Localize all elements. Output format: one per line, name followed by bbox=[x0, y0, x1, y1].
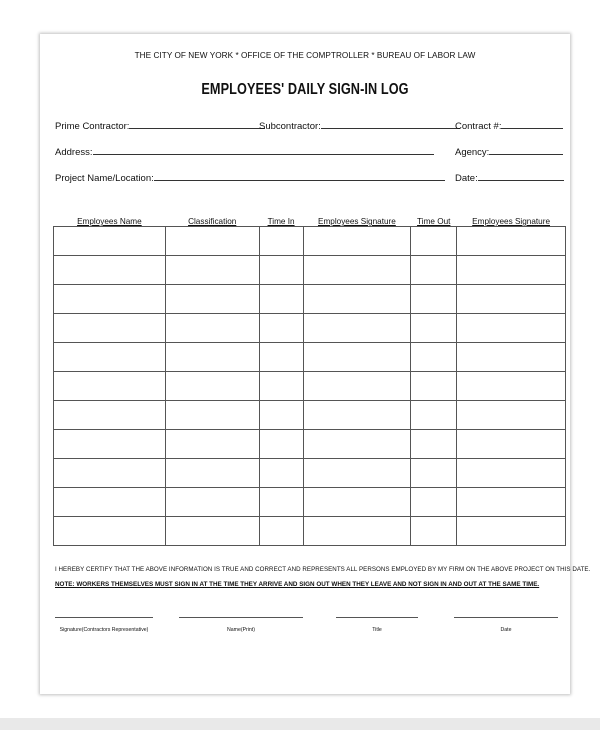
table-row bbox=[54, 401, 566, 430]
table-cell[interactable] bbox=[165, 401, 259, 430]
table-cell[interactable] bbox=[457, 227, 566, 256]
title-caption: Title bbox=[372, 627, 382, 633]
table-cell[interactable] bbox=[54, 314, 166, 343]
table-cell[interactable] bbox=[54, 459, 166, 488]
table-cell[interactable] bbox=[54, 256, 166, 285]
table-cell[interactable] bbox=[165, 430, 259, 459]
project-label: Project Name/Location: bbox=[55, 173, 154, 184]
table-cell[interactable] bbox=[411, 459, 457, 488]
table-cell[interactable] bbox=[303, 459, 411, 488]
table-cell[interactable] bbox=[303, 285, 411, 314]
date-field[interactable] bbox=[455, 172, 564, 184]
title-line[interactable] bbox=[336, 617, 418, 618]
table-row bbox=[54, 343, 566, 372]
table-cell[interactable] bbox=[303, 372, 411, 401]
table-cell[interactable] bbox=[411, 488, 457, 517]
table-cell[interactable] bbox=[303, 314, 411, 343]
name-line[interactable] bbox=[179, 617, 303, 618]
table-cell[interactable] bbox=[165, 488, 259, 517]
table-cell[interactable] bbox=[457, 372, 566, 401]
date-caption: Date bbox=[500, 627, 512, 633]
signature-line[interactable] bbox=[55, 617, 153, 618]
col-header-classification: Classification bbox=[188, 217, 237, 226]
table-cell[interactable] bbox=[54, 517, 166, 546]
subcontractor-field[interactable] bbox=[259, 120, 460, 132]
table-cell[interactable] bbox=[54, 488, 166, 517]
date-sign-line[interactable] bbox=[454, 617, 558, 618]
prime-contractor-label: Prime Contractor: bbox=[55, 121, 130, 132]
table-cell[interactable] bbox=[165, 285, 259, 314]
table-cell[interactable] bbox=[303, 401, 411, 430]
subcontractor-line[interactable] bbox=[321, 120, 460, 129]
table-cell[interactable] bbox=[259, 227, 303, 256]
table-cell[interactable] bbox=[303, 430, 411, 459]
table-cell[interactable] bbox=[165, 459, 259, 488]
form-title: EMPLOYEES' DAILY SIGN-IN LOG bbox=[201, 81, 409, 98]
table-cell[interactable] bbox=[457, 459, 566, 488]
table-cell[interactable] bbox=[259, 285, 303, 314]
table-cell[interactable] bbox=[54, 372, 166, 401]
table-cell[interactable] bbox=[457, 488, 566, 517]
table-cell[interactable] bbox=[303, 517, 411, 546]
table-cell[interactable] bbox=[457, 401, 566, 430]
agency-field[interactable] bbox=[455, 146, 563, 158]
table-cell[interactable] bbox=[303, 227, 411, 256]
table-cell[interactable] bbox=[411, 256, 457, 285]
table-cell[interactable] bbox=[457, 256, 566, 285]
col-header-signature-out: Employees Signature bbox=[472, 217, 550, 226]
project-field[interactable] bbox=[55, 172, 445, 184]
table-cell[interactable] bbox=[259, 256, 303, 285]
table-cell[interactable] bbox=[259, 517, 303, 546]
certification-text: I HEREBY CERTIFY THAT THE ABOVE INFORMATION IS TRUE AND CORRECT AND REPRESENTS ALL PERSONS EMPLOYED BY MY FIRM ON THE ABOVE PROJECT ON THIS DATE. bbox=[55, 566, 591, 573]
table-row bbox=[54, 488, 566, 517]
agency-label: Agency: bbox=[455, 147, 490, 158]
table-cell[interactable] bbox=[165, 343, 259, 372]
table-cell[interactable] bbox=[457, 314, 566, 343]
table-body bbox=[54, 227, 566, 546]
table-cell[interactable] bbox=[303, 488, 411, 517]
table-cell[interactable] bbox=[259, 488, 303, 517]
table-cell[interactable] bbox=[165, 314, 259, 343]
contract-number-line[interactable] bbox=[501, 120, 563, 129]
table-cell[interactable] bbox=[259, 314, 303, 343]
table-cell[interactable] bbox=[259, 430, 303, 459]
table-cell[interactable] bbox=[165, 227, 259, 256]
contract-number-label: Contract #: bbox=[455, 121, 502, 132]
address-field[interactable] bbox=[55, 146, 434, 158]
table-row bbox=[54, 517, 566, 546]
table-cell[interactable] bbox=[54, 285, 166, 314]
table-row bbox=[54, 459, 566, 488]
date-label: Date: bbox=[455, 173, 478, 184]
table-cell[interactable] bbox=[411, 285, 457, 314]
table-cell[interactable] bbox=[54, 227, 166, 256]
table-cell[interactable] bbox=[165, 372, 259, 401]
table-cell[interactable] bbox=[411, 517, 457, 546]
table-row bbox=[54, 227, 566, 256]
col-header-employee-name: Employees Name bbox=[77, 217, 142, 226]
col-header-signature-in: Employees Signature bbox=[317, 217, 396, 226]
table-cell[interactable] bbox=[457, 517, 566, 546]
table-cell[interactable] bbox=[457, 430, 566, 459]
table-cell[interactable] bbox=[54, 343, 166, 372]
table-cell[interactable] bbox=[165, 256, 259, 285]
sign-in-table bbox=[53, 215, 566, 546]
col-header-time-out: Time Out bbox=[417, 217, 451, 226]
table-row bbox=[54, 372, 566, 401]
agency-line[interactable] bbox=[489, 146, 563, 155]
table-cell[interactable] bbox=[411, 343, 457, 372]
agency-header: THE CITY OF NEW YORK * OFFICE OF THE COMPTROLLER * BUREAU OF LABOR LAW bbox=[134, 51, 476, 60]
table-cell[interactable] bbox=[457, 343, 566, 372]
prime-contractor-line[interactable] bbox=[129, 120, 265, 129]
project-line[interactable] bbox=[154, 172, 445, 181]
table-cell[interactable] bbox=[303, 343, 411, 372]
table-cell[interactable] bbox=[411, 227, 457, 256]
table-header-row bbox=[54, 215, 566, 227]
table-cell[interactable] bbox=[411, 372, 457, 401]
form-page bbox=[40, 34, 591, 694]
table-cell[interactable] bbox=[303, 256, 411, 285]
table-cell[interactable] bbox=[165, 517, 259, 546]
subcontractor-label: Subcontractor: bbox=[259, 121, 321, 132]
table-row bbox=[54, 430, 566, 459]
table-row bbox=[54, 314, 566, 343]
col-header-time-in: Time In bbox=[267, 217, 295, 226]
table-cell[interactable] bbox=[411, 314, 457, 343]
name-caption: Name(Print) bbox=[227, 627, 255, 633]
prime-contractor-field[interactable] bbox=[55, 120, 265, 132]
date-line[interactable] bbox=[478, 172, 564, 181]
viewer-bottom-strip bbox=[0, 718, 600, 730]
table-cell[interactable] bbox=[54, 430, 166, 459]
table-cell[interactable] bbox=[411, 430, 457, 459]
table-row bbox=[54, 256, 566, 285]
table-cell[interactable] bbox=[259, 401, 303, 430]
note-text: NOTE: WORKERS THEMSELVES MUST SIGN IN AT THE TIME THEY ARRIVE AND SIGN OUT WHEN THEY LEAVE AND NOT SIGN IN AND OUT AT THE SAME TIME. bbox=[55, 581, 540, 588]
table-cell[interactable] bbox=[457, 285, 566, 314]
table-cell[interactable] bbox=[411, 401, 457, 430]
contract-number-field[interactable] bbox=[455, 120, 563, 132]
table-cell[interactable] bbox=[259, 343, 303, 372]
address-label: Address: bbox=[55, 147, 93, 158]
address-line[interactable] bbox=[93, 146, 434, 155]
signature-caption: Signature(Contractors Representative) bbox=[59, 627, 149, 633]
table-cell[interactable] bbox=[259, 459, 303, 488]
table-row bbox=[54, 285, 566, 314]
table-cell[interactable] bbox=[54, 401, 166, 430]
table-cell[interactable] bbox=[259, 372, 303, 401]
